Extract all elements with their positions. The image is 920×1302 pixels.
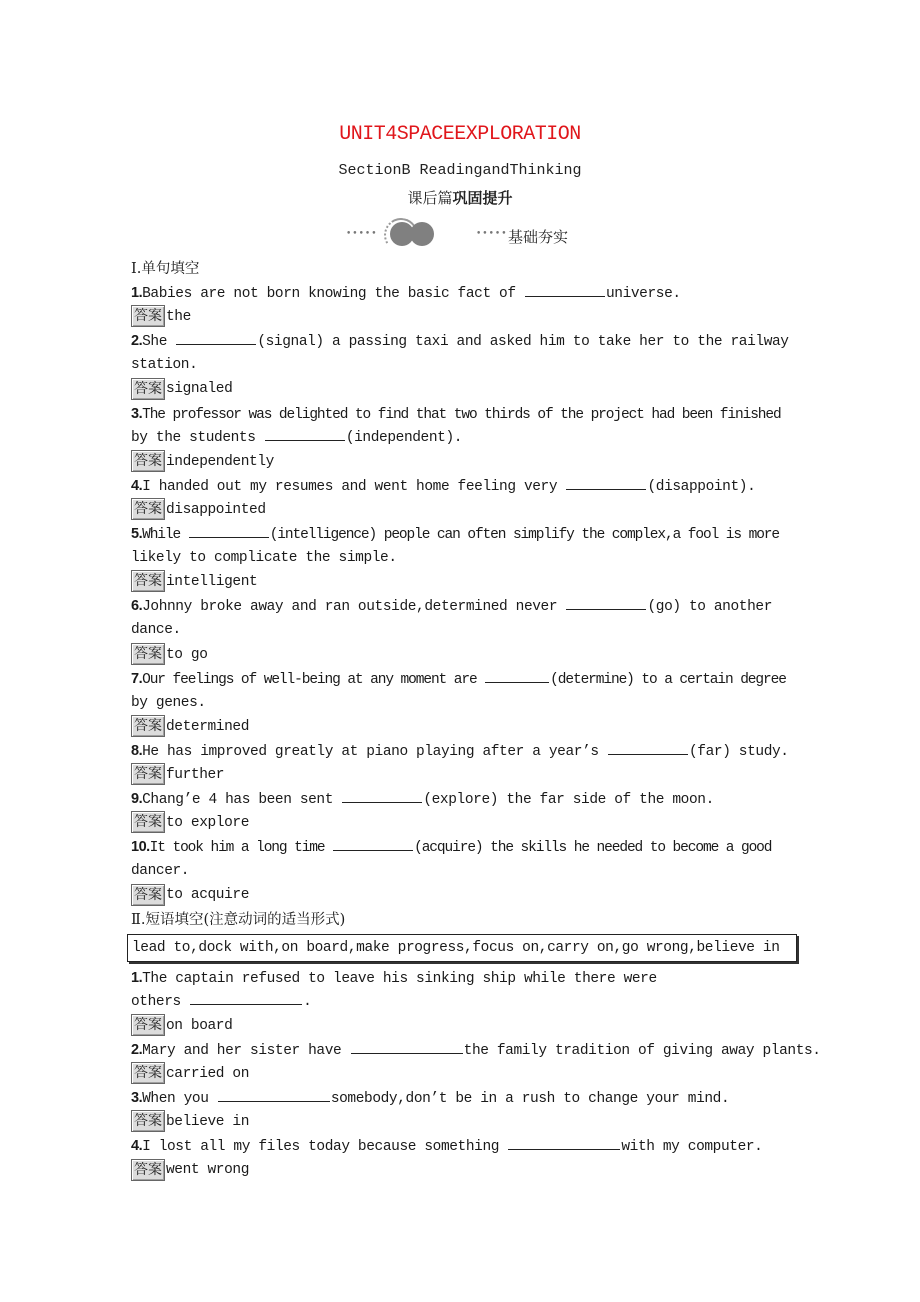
answer-row <box>131 450 796 474</box>
question-line <box>131 990 796 1014</box>
question-text: (signal) a passing taxi and asked him to take her to the railway <box>257 334 789 351</box>
question-text: likely to complicate the simple. <box>131 550 397 567</box>
question-text: (intelligence) people can often simplify the complex,a fool is more <box>269 527 779 544</box>
question-line <box>131 402 796 426</box>
part1-heading: Ⅰ.单句填空 <box>131 261 200 277</box>
answer-text: to go <box>166 646 208 663</box>
section-banner <box>346 218 586 248</box>
question-number: 5. <box>131 526 143 543</box>
question-text: I handed out my resumes and went home feeling very <box>142 478 566 495</box>
question-text: (explore) the far side of the moon. <box>423 792 714 809</box>
question-text: (go) to another <box>647 599 772 616</box>
question-line <box>131 1038 821 1062</box>
question-line <box>131 353 796 377</box>
question-line <box>131 522 796 546</box>
answer-row <box>131 1158 796 1182</box>
answer-text: carried on <box>166 1066 250 1082</box>
answer-badge: 答案 <box>131 763 165 785</box>
answer-badge: 答案 <box>131 450 165 472</box>
answer-row <box>131 305 796 329</box>
exercise-content <box>131 257 821 1182</box>
question-text: universe. <box>605 286 681 303</box>
answer-blank[interactable] <box>342 788 422 803</box>
question-line <box>131 426 796 450</box>
question-number: 3. <box>131 1090 143 1107</box>
answer-badge: 答案 <box>131 1159 165 1181</box>
question-number: 6. <box>131 598 143 615</box>
answer-text: went wrong <box>166 1162 250 1179</box>
answer-row <box>131 1110 796 1134</box>
question-text: . <box>303 993 312 1010</box>
answer-blank[interactable] <box>508 1135 620 1150</box>
answer-row <box>131 883 796 907</box>
answer-badge: 答案 <box>131 1014 165 1036</box>
question-number: 8. <box>131 742 143 759</box>
question-number: 10. <box>131 839 150 856</box>
answer-text: believe in <box>166 1114 250 1131</box>
question-text: Babies are not born knowing the basic fact of <box>142 286 524 303</box>
answer-badge: 答案 <box>131 570 165 592</box>
exercise-subtitle <box>0 187 920 208</box>
answer-text: disappointed <box>166 501 266 518</box>
question-text: Our feelings of well-being at any moment are <box>142 671 485 688</box>
question-text: (determine) to a certain degree <box>550 671 786 688</box>
answer-badge: 答案 <box>131 378 165 400</box>
dots-decoration: ••••• <box>346 229 378 239</box>
question-line <box>131 281 796 305</box>
answer-blank[interactable] <box>351 1039 463 1054</box>
answer-badge: 答案 <box>131 1110 165 1132</box>
answer-row <box>131 715 796 739</box>
answer-blank[interactable] <box>485 668 549 683</box>
answer-text: independently <box>166 453 274 470</box>
answer-row <box>131 498 796 522</box>
answer-row <box>131 570 796 594</box>
question-line <box>131 1086 796 1110</box>
question-text: (far) study. <box>688 743 789 760</box>
answer-badge: 答案 <box>131 1062 165 1084</box>
question-text: Chang’e 4 has been sent <box>142 792 342 809</box>
question-text: The professor was delighted to find that two thirds of the project had been finished <box>142 406 781 423</box>
question-line <box>131 966 796 990</box>
question-line <box>131 546 796 570</box>
answer-blank[interactable] <box>190 990 302 1005</box>
question-text: Mary and her sister have <box>142 1042 350 1059</box>
question-number: 4. <box>131 1138 143 1155</box>
answer-blank[interactable] <box>525 282 605 297</box>
question-text: While <box>142 527 188 544</box>
part1-question-list <box>131 281 796 907</box>
question-text: station. <box>131 357 198 374</box>
question-line <box>131 859 796 883</box>
answer-badge: 答案 <box>131 811 165 833</box>
question-text: by the students <box>131 429 264 446</box>
question-number: 1. <box>131 285 143 302</box>
question-line <box>131 329 796 353</box>
answer-badge: 答案 <box>131 715 165 737</box>
question-text: with my computer. <box>621 1139 763 1156</box>
question-text: (disappoint). <box>647 478 756 495</box>
question-text: He has improved greatly at piano playing after a year’s <box>142 743 607 760</box>
question-text: Johnny broke away and ran outside,determined never <box>142 599 566 616</box>
answer-blank[interactable] <box>566 595 646 610</box>
answer-row <box>131 643 796 667</box>
banner-label: 基础夯实 <box>508 228 569 246</box>
section-title: SectionB ReadingandThinking <box>338 162 582 179</box>
answer-blank[interactable] <box>189 523 269 538</box>
question-number: 2. <box>131 1041 143 1058</box>
question-text: I lost all my files today because something <box>142 1139 508 1156</box>
answer-badge: 答案 <box>131 643 165 665</box>
dots-decoration: ••••• <box>476 229 508 239</box>
answer-text: the <box>166 309 191 326</box>
question-number: 3. <box>131 405 143 422</box>
question-number: 4. <box>131 477 143 494</box>
question-text: others <box>131 993 190 1010</box>
answer-text: on board <box>166 1017 233 1034</box>
answer-text: determined <box>166 718 250 735</box>
answer-badge: 答案 <box>131 305 165 327</box>
answer-row <box>131 377 796 401</box>
answer-badge: 答案 <box>131 498 165 520</box>
answer-blank[interactable] <box>566 475 646 490</box>
answer-text: further <box>166 766 225 783</box>
question-line <box>131 667 796 691</box>
question-text: dance. <box>131 622 181 639</box>
answer-blank[interactable] <box>176 330 256 345</box>
answer-blank[interactable] <box>333 836 413 851</box>
question-text: dancer. <box>131 863 190 880</box>
answer-row <box>131 1014 796 1038</box>
part2-heading: Ⅱ.短语填空(注意动词的适当形式) <box>131 911 346 928</box>
answer-text: signaled <box>166 381 233 398</box>
question-text: the family tradition of giving away plants. <box>463 1042 821 1059</box>
question-line <box>131 474 796 498</box>
question-text: The captain refused to leave his sinking ship while there were <box>142 970 657 987</box>
question-number: 1. <box>131 969 143 986</box>
question-text: somebody,don’t be in a rush to change your mind. <box>330 1091 730 1108</box>
question-number: 9. <box>131 791 143 808</box>
question-text: (independent). <box>345 429 463 446</box>
question-line <box>131 739 796 763</box>
circle-decoration-icon <box>410 222 434 246</box>
question-line <box>131 618 796 642</box>
answer-text: to explore <box>166 815 250 832</box>
phrase-bank-box: lead to,dock with,on board,make progress,focus on,carry on,go wrong,believe in <box>127 934 797 962</box>
answer-text: to acquire <box>166 887 250 904</box>
question-line <box>131 787 796 811</box>
answer-text: intelligent <box>166 574 258 591</box>
answer-row <box>131 1062 796 1086</box>
question-line <box>131 835 796 859</box>
question-line <box>131 691 796 715</box>
question-line <box>131 594 796 618</box>
answer-badge: 答案 <box>131 884 165 906</box>
question-text: She <box>142 334 176 351</box>
answer-blank[interactable] <box>218 1087 330 1102</box>
question-text: When you <box>142 1091 217 1108</box>
part2-question-list <box>131 966 821 1183</box>
answer-row <box>131 811 796 835</box>
subtitle-bold: 巩固提升 <box>452 189 513 207</box>
answer-row <box>131 763 796 787</box>
question-text: (acquire) the skills he needed to become a good <box>414 840 772 857</box>
unit-title: UNIT4SPACEEXPLORATION <box>339 123 581 146</box>
subtitle-prefix: 课后篇 <box>407 189 453 207</box>
question-line <box>131 1134 796 1158</box>
question-text: It took him a long time <box>149 840 333 857</box>
question-text: by genes. <box>131 694 206 711</box>
question-number: 2. <box>131 333 143 350</box>
answer-blank[interactable] <box>265 426 345 441</box>
question-number: 7. <box>131 670 143 687</box>
answer-blank[interactable] <box>608 740 688 755</box>
